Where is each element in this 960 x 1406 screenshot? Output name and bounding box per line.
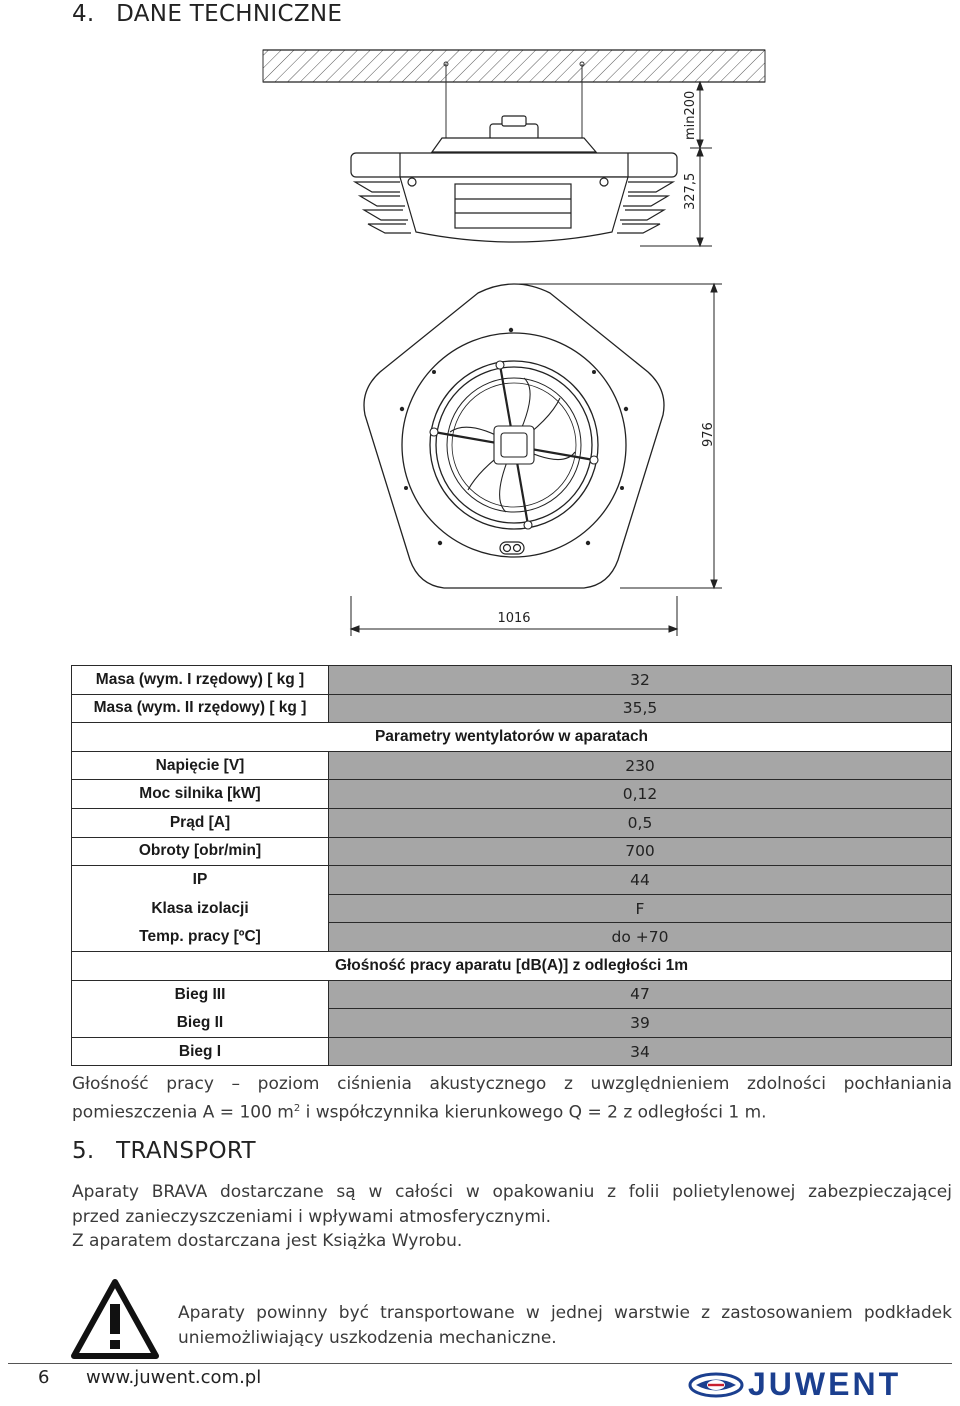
unit-side-view xyxy=(351,116,677,242)
section-4-title: DANE TECHNICZNE xyxy=(116,1,343,27)
table-row xyxy=(72,808,952,837)
row-label: Bieg III xyxy=(72,980,329,1009)
table-section-header xyxy=(72,951,952,980)
table-row xyxy=(72,694,952,723)
warning-line-1: Aparaty powinny być transportowane w jednej warstwie z zastosowaniem podkładek xyxy=(178,1303,952,1323)
section-4-number: 4. xyxy=(72,1,95,27)
row-label: Masa (wym. II rzędowy) [ kg ] xyxy=(72,694,329,723)
row-label: Temp. pracy [ºC] xyxy=(72,923,329,952)
row-label: Masa (wym. I rzędowy) [ kg ] xyxy=(72,666,329,695)
note-line-2b: i współczynnika kierunkowego Q = 2 z odległości 1 m. xyxy=(300,1102,767,1123)
row-value: do +70 xyxy=(329,923,952,952)
table-row xyxy=(72,1037,952,1066)
transport-line-2: przed zanieczyszczeniami i wpływami atmosferycznymi. xyxy=(72,1206,552,1227)
warning-triangle-icon xyxy=(70,1278,160,1360)
warning-text xyxy=(178,1301,952,1350)
row-label: Moc silnika [kW] xyxy=(72,780,329,809)
footer-divider xyxy=(8,1363,952,1364)
table-row xyxy=(72,1009,952,1038)
ceiling-hatch xyxy=(263,50,765,82)
noise-note xyxy=(72,1072,952,1125)
row-value: 47 xyxy=(329,980,952,1009)
note-line-1: Głośność pracy – poziom ciśnienia akustycznego z uwzględnieniem zdolności pochłaniania xyxy=(72,1074,952,1094)
fan-parameters-header: Parametry wentylatorów w aparatach xyxy=(72,723,952,752)
note-line-2a: pomieszczenia A = 100 m xyxy=(72,1102,294,1123)
row-label: Bieg II xyxy=(72,1009,329,1038)
section-5-title: TRANSPORT xyxy=(116,1138,256,1164)
warning-line-2: uniemożliwiający uszkodzenia mechaniczne. xyxy=(178,1327,557,1348)
row-label: Obroty [obr/min] xyxy=(72,837,329,866)
row-value: 44 xyxy=(329,866,952,895)
row-value: F xyxy=(329,894,952,923)
row-value: 39 xyxy=(329,1009,952,1038)
row-value: 35,5 xyxy=(329,694,952,723)
footer-url[interactable]: www.juwent.com.pl xyxy=(86,1367,262,1388)
table-row xyxy=(72,751,952,780)
row-value: 0,5 xyxy=(329,808,952,837)
dim-depth: 976 xyxy=(701,422,716,447)
table-row xyxy=(72,666,952,695)
row-label: Bieg I xyxy=(72,1037,329,1066)
row-label: Napięcie [V] xyxy=(72,751,329,780)
note-sup: 2 xyxy=(293,1102,301,1114)
transport-line-1: Aparaty BRAVA dostarczane są w całości w opakowaniu z folii polietylenowej zabezpieczającej xyxy=(72,1182,952,1202)
section-5-heading xyxy=(72,1138,256,1164)
table-row xyxy=(72,980,952,1009)
noise-header: Głośność pracy aparatu [dB(A)] z odległości 1m xyxy=(72,951,952,980)
table-row xyxy=(72,837,952,866)
technical-drawing xyxy=(0,0,960,665)
dim-min200: min200 xyxy=(683,90,698,140)
row-value: 230 xyxy=(329,751,952,780)
transport-paragraph xyxy=(72,1180,952,1254)
transport-line-3: Z aparatem dostarczana jest Książka Wyrobu. xyxy=(72,1231,463,1251)
table-row xyxy=(72,866,952,895)
row-label: Klasa izolacji xyxy=(72,894,329,923)
connector-icon xyxy=(500,542,524,554)
juwent-logo xyxy=(688,1368,952,1402)
row-label: Prąd [A] xyxy=(72,808,329,837)
dim-width: 1016 xyxy=(497,611,531,626)
table-section-header xyxy=(72,723,952,752)
juwent-logo-icon xyxy=(688,1372,744,1398)
table-row xyxy=(72,894,952,923)
table-row xyxy=(72,923,952,952)
page-number: 6 xyxy=(38,1367,50,1388)
spec-table xyxy=(71,665,952,1066)
juwent-logo-text: JUWENT xyxy=(748,1366,902,1402)
row-value: 700 xyxy=(329,837,952,866)
dim-height: 327,5 xyxy=(683,172,698,210)
note-line-2 xyxy=(72,1097,952,1125)
table-row xyxy=(72,780,952,809)
row-value: 34 xyxy=(329,1037,952,1066)
row-value: 0,12 xyxy=(329,780,952,809)
row-label: IP xyxy=(72,866,329,895)
row-value: 32 xyxy=(329,666,952,695)
section-5-number: 5. xyxy=(72,1138,95,1164)
